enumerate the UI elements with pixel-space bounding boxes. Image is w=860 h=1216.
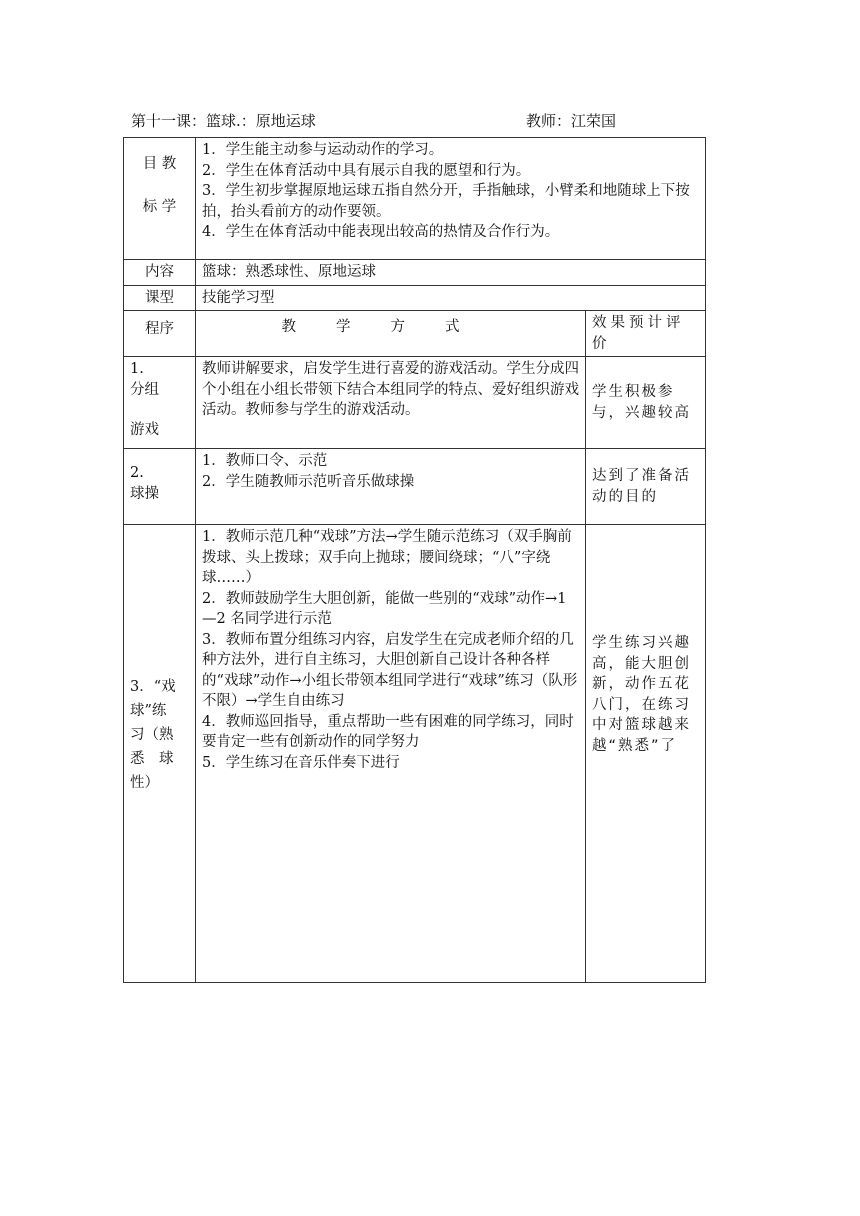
objectives-label bbox=[124, 138, 196, 260]
step-effect: 学生积极参与，兴趣较高 bbox=[586, 357, 706, 449]
procedure-header: 程序 bbox=[124, 311, 196, 357]
objective-item: 4．学生在体育活动中能表现出较高的热情及合作行为。 bbox=[202, 224, 560, 240]
lesson-type-row bbox=[124, 285, 706, 311]
content-row bbox=[124, 260, 706, 286]
step-row bbox=[124, 525, 706, 983]
course-title: 第十一课：篮球.：原地运球 bbox=[131, 112, 316, 130]
lesson-header bbox=[131, 110, 711, 132]
lesson-type-label: 课型 bbox=[124, 285, 196, 311]
column-header-row bbox=[124, 311, 706, 357]
content-label: 内容 bbox=[124, 260, 196, 286]
step-method: 教师讲解要求，启发学生进行喜爱的游戏活动。学生分成四个小组在小组长带领下结合本组同学的特点、爱好组织游戏活动。教师参与学生的游戏活动。 bbox=[196, 357, 586, 449]
method-header: 教学方式 bbox=[196, 311, 586, 357]
step-method: 1．教师示范几种“戏球”方法→学生随示范练习（双手胸前拨球、头上拨球；双手向上抛球；腰间绕球；“八”字绕球……） 2．教师鼓励学生大胆创新，能做一些别的“戏球”动作→1—2 名同学进行示范 3．教师布置分组练习内容，启发学生在完成老师介绍的几种方法外，进行自主练习，大胆创新自己设计各种各样的“戏球”动作→小组长带领本组同学进行“戏球”练习（队形不限）→学生自由练习 4．教师巡回指导，重点帮助一些有困难的同学练习，同时要肯定一些有创新动作的同学努力 5．学生练习在音乐伴奏下进行 bbox=[196, 525, 586, 983]
objective-item: 2．学生在体育活动中具有展示自我的愿望和行为。 bbox=[202, 162, 531, 179]
effect-header: 效果预计评价 bbox=[586, 311, 706, 357]
step-procedure: 2. 球操 bbox=[124, 449, 196, 525]
lesson-plan-table bbox=[123, 137, 706, 983]
objectives-label-top: 目 教 bbox=[142, 156, 177, 172]
step-procedure: 3．“戏 球”练 习（熟 悉 球 性） bbox=[124, 525, 196, 983]
lesson-type-value: 技能学习型 bbox=[196, 285, 706, 311]
step-effect: 学生练习兴趣高，能大胆创新，动作五花八门，在练习中对篮球越来越“熟悉”了 bbox=[586, 525, 706, 983]
step-effect: 达到了准备活动的目的 bbox=[586, 449, 706, 525]
step-method: 1．教师口令、示范 2．学生随教师示范听音乐做球操 bbox=[196, 449, 586, 525]
step-procedure: 1. 分组 游戏 bbox=[124, 357, 196, 449]
objective-item: 1．学生能主动参与运动动作的学习。 bbox=[202, 142, 444, 158]
teacher-name: 教师：江荣国 bbox=[526, 112, 617, 130]
objectives-label-bottom: 标 学 bbox=[142, 198, 177, 215]
content-value: 篮球：熟悉球性、原地运球 bbox=[196, 260, 706, 286]
objectives-row bbox=[124, 138, 706, 260]
objective-item: 3．学生初步掌握原地运球五指自然分开，手指触球，小臂柔和地随球上下按拍，抬头看前方的动作要领。 bbox=[202, 183, 690, 220]
step-row bbox=[124, 449, 706, 525]
step-row bbox=[124, 357, 706, 449]
objectives-list bbox=[196, 138, 706, 260]
